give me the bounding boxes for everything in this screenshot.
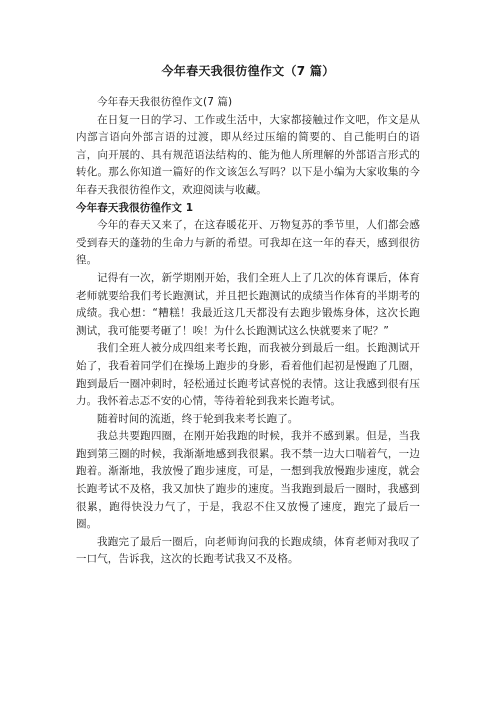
document-title: 今年春天我很彷徨作文（7 篇） <box>161 64 335 78</box>
body-paragraph: 记得有一次，新学期刚开始，我们全班人上了几次的体育课后，体育老师就要给我们考长跑测试，并且把长跑测试的成绩当作体育的半期考的成绩。我心想：“糟糕！我最近这几天都没有去跑步锻炼身体，这次长跑测试，我可能要考砸了！唉！为什么长跑测试这么快就要来了呢？” <box>76 271 420 337</box>
body-paragraph: 我们全班人被分成四组来考长跑，而我被分到最后一组。长跑测试开始了，我看着同学们在操场上跑步的身影，看着他们起初是慢跑了几圈，跑到最后一圈冲刺时，轻松通过长跑考试喜悦的表情。这让我感到很有压力。我怀着忐忑不安的心情，等待着轮到我来长跑考试。 <box>76 342 420 408</box>
body-paragraph: 我跑完了最后一圈后，向老师询问我的长跑成绩，体育老师对我叹了一口气，告诉我，这次的长跑考试我又不及格。 <box>76 535 420 566</box>
section-heading: 今年春天我很彷徨作文 1 <box>76 201 194 214</box>
intro-paragraph: 在日复一日的学习、工作或生活中，大家都接触过作文吧，作文是从内部言语向外部言语的过渡，即从经过压缩的简要的、自己能明白的语言，向开展的、具有规范语法结构的、能为他人所理解的外部语言形式的转化。那么你知道一篇好的作文该怎么写吗？以下是小编为大家收集的今年春天我很彷徨作文，欢迎阅读与收藏。 <box>76 113 420 196</box>
document-body <box>76 94 420 569</box>
document-subtitle: 今年春天我很彷徨作文(7 篇) <box>97 96 233 108</box>
body-paragraph: 今年的春天又来了，在这春暖花开、万物复苏的季节里，人们都会感受到春天的蓬勃的生命力与新的希望。可我却在这一年的春天，感到很彷徨。 <box>76 219 420 267</box>
body-paragraph: 我总共要跑四圈，在刚开始我跑的时候，我并不感到累。但是，当我跑到第三圈的时候，我渐渐地感到我很累。我不禁一边大口喘着气，一边跑着。渐渐地，我放慢了跑步速度，可是，一想到我放慢跑步速度，就会长跑考试不及格，我又加快了跑步的速度。当我跑到最后一圈时，我感到很累，跑得快没力气了，于是，我忍不住又放慢了速度，跑完了最后一圈。 <box>76 430 420 531</box>
body-paragraph: 随着时间的流逝，终于轮到我来考长跑了。 <box>97 412 299 425</box>
